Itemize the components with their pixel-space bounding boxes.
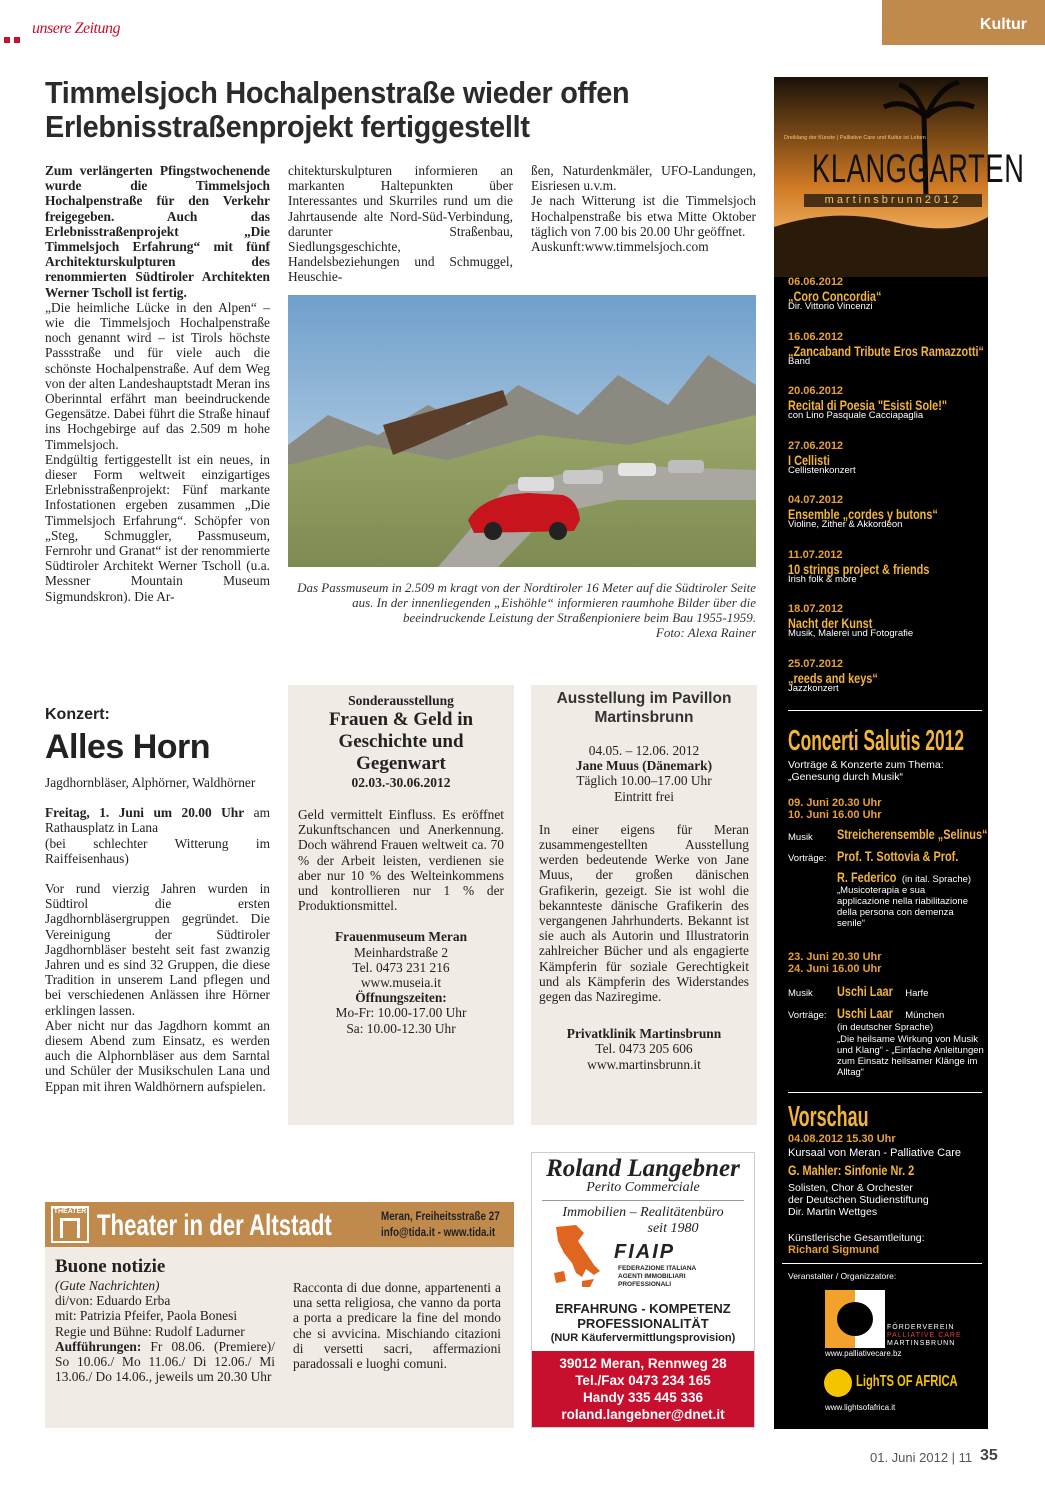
article-info-link[interactable]: Auskunft:www.timmelsjoch.com bbox=[531, 239, 709, 255]
box1-kicker: Sonderausstellung bbox=[348, 693, 454, 708]
theater-description: Racconta di due donne, appartenenti a una setta religiosa, che vanno da porta a porta a predicare la fine del mondo che si avvicina. Mischiando citazioni di versetti sacri, affermazioni paradossali e luoghi comuni. bbox=[293, 1280, 501, 1372]
box2-title: Ausstellung im Pavillon Martinsbrunn bbox=[556, 690, 732, 726]
page-number: 35 bbox=[980, 1447, 998, 1464]
lightsofafrica-sun-icon bbox=[824, 1369, 852, 1397]
pavillon-box bbox=[531, 685, 757, 1125]
theater-performances: Fr 08.06. (Premiere)/ So 10.06./ Mo 11.06./ Di 12.06./ Mi 13.06./ Do 14.06., jeweils um 20.30 Uhr bbox=[55, 1338, 275, 1385]
event-title: „Zancaband Tribute Eros Ramazzotti“ bbox=[788, 342, 984, 359]
palliativecare-logo bbox=[825, 1290, 885, 1348]
event-date: 04.07.2012 bbox=[788, 494, 844, 506]
salutis-vortrag-note: (in ital. Sprache) bbox=[899, 874, 972, 885]
event-item bbox=[788, 603, 983, 639]
event-item bbox=[788, 494, 983, 530]
konzert-label: Konzert: bbox=[45, 706, 110, 723]
article-column-2 bbox=[288, 163, 513, 285]
box2-hours: Täglich 10.00–17.00 Uhr bbox=[576, 773, 712, 789]
box1-venue: Frauenmuseum Meran bbox=[334, 929, 468, 945]
salutis-vortrag-title: „Die heilsame Wirkung von Musik und Klang“ - „Einfache Anleitungen zum Einsatz heilsamer Klänge im Alltag“ bbox=[837, 1034, 984, 1078]
vortraege-label: Vorträge: bbox=[788, 1010, 827, 1021]
event-subtitle: Jazzkonzert bbox=[788, 682, 839, 694]
fiaip-sub: FEDERAZIONE ITALIANA bbox=[618, 1265, 697, 1272]
article-paragraph: chitekturskulpturen informieren an markanten Haltepunkten über Interessantes und Skurriles rund um die Jahrtausende alte Nord-Süd-Verbindung, darunter Straßenbau, Siedlungsgeschichte, Handelsbeziehungen und Schmuggel, Heuschie- bbox=[288, 163, 513, 285]
headline-line-1: Timmelsjoch Hochalpenstraße wieder offen bbox=[45, 75, 630, 110]
vorschau-lead: Richard Sigmund bbox=[788, 1244, 880, 1256]
article-paragraph: Endgültig fertiggestellt ist ein neues, in dieser Form weltweit einzigartiges Erlebnisstraßenprojekt: Fünf markante Infostationen ergeben zusammen „Die Timmelsjoch Erfahrung“. Schöpfer von „Steg, Schmuggler, Passmuseum, Fernrohr und Granat“ ist der renommierte Südtiroler Architekt Werner Tscholl (u.a. Messner Mountain Museum Sigmundskron). Die Ar- bbox=[45, 451, 270, 604]
fiaip-sub: AGENTI IMMOBILIARI bbox=[618, 1273, 686, 1280]
event-date: 18.07.2012 bbox=[788, 603, 844, 615]
vorschau-performer: der Deutschen Studienstiftung bbox=[788, 1194, 929, 1206]
langebner-ad bbox=[531, 1152, 755, 1428]
ad-tel: Tel./Fax 0473 234 165 bbox=[575, 1373, 711, 1388]
salutis-vortrag-speaker: Uschi Laar bbox=[837, 1005, 893, 1021]
event-item bbox=[788, 549, 983, 585]
article-photo bbox=[288, 295, 756, 567]
box2-artist: Jane Muus (Dänemark) bbox=[575, 758, 713, 774]
salutis-vortrag-note: München bbox=[902, 1010, 945, 1021]
box1-hours: Sa: 10.00-12.30 Uhr bbox=[346, 1020, 456, 1036]
konzert-title: Alles Horn bbox=[45, 728, 211, 766]
salutis-vortrag-title: „Musicoterapia e sua applicazione nella riabilitazione della persona con demenza senile“ bbox=[837, 885, 968, 929]
article-column-1 bbox=[45, 163, 270, 604]
theater-cast: mit: Patrizia Pfeifer, Paola Bonesi bbox=[55, 1308, 238, 1324]
salutis-vortrag-lang: (in deutscher Sprache) bbox=[837, 1022, 934, 1033]
article-paragraph: ßen, Naturdenkmäler, UFO-Landungen, Eisriesen u.v.m. bbox=[531, 163, 756, 194]
footer-date: 01. Juni 2012 | 11 bbox=[870, 1450, 973, 1465]
theater-contact[interactable]: info@tida.it - www.tida.it bbox=[381, 1225, 496, 1239]
theater-logo-arch bbox=[60, 1218, 80, 1238]
fiaip-sub: PROFESSIONALI bbox=[618, 1281, 672, 1288]
ad-address: 39012 Meran, Rennweg 28 bbox=[559, 1356, 727, 1371]
theater-logo-text: THEATER bbox=[53, 1208, 87, 1215]
article-column-3 bbox=[531, 163, 756, 254]
salutis-musik-1: Streicherensemble „Selinus“ bbox=[837, 826, 988, 842]
salutis-vortrag-speaker: R. Federico bbox=[837, 869, 897, 885]
salutis-sub: Vorträge & Konzerte zum Thema: bbox=[788, 759, 944, 771]
event-title: „reeds and keys“ bbox=[788, 669, 878, 686]
musik-label: Musik bbox=[788, 832, 813, 843]
salutis-date: 10. Juni 16.00 Uhr bbox=[788, 809, 882, 821]
ad-name: Roland Langebner bbox=[546, 1155, 740, 1182]
salutis-vortrag-3 bbox=[837, 1005, 944, 1023]
box2-entry: Eintritt frei bbox=[614, 788, 674, 804]
theater-play-title: Buone notizie bbox=[55, 1256, 166, 1277]
box1-dates: 02.03.-30.06.2012 bbox=[351, 775, 451, 790]
article-paragraph: „Die heimliche Lücke in den Alpen“ – wie die Timmelsjoch Hochalpenstraße noch genannt wird – ist Tirols höchste Passstraße und für viele auch die schönste Hochalpenstraße. Auf dem Weg von der alten Landeshauptstadt Meran ins Oberinntal erfährt man beeindruckende Gegensätze. Dabei führt die Straße hinauf ins Hochgebirge auf das 2.509 m hohe Timmelsjoch. bbox=[45, 299, 270, 452]
salutis-date: 23. Juni 20.30 Uhr bbox=[788, 951, 882, 963]
konzert-paragraph: Vor rund vierzig Jahren wurden in Südtirol die ersten Jagdhornbläsergruppen gegründet. Die Vereinigung der Südtiroler Jagdhornbläser besteht seit fast zwanzig Jahren und es sind 32 Gruppen, die diese Tradition in unserem Land pflegen und bei verschiedenen Anlässen ihre Hörner erklingen lassen. bbox=[45, 881, 270, 1018]
konzert-place: am Rathausplatz in Lana bbox=[45, 805, 270, 836]
klanggarten-small-text: Dreiklang der Künste | Palliative Care und Kultur ist Leben bbox=[784, 135, 926, 141]
event-date: 16.06.2012 bbox=[788, 330, 844, 343]
theater-performances-label: Aufführungen: bbox=[55, 1338, 142, 1354]
palliativecare-text bbox=[887, 1324, 962, 1348]
section-tab: Kultur bbox=[882, 0, 1045, 45]
event-subtitle: Violine, Zither & Akkordeon bbox=[788, 519, 903, 530]
box2-venue: Privatklinik Martinsbrunn bbox=[566, 1026, 722, 1042]
event-date: 27.06.2012 bbox=[788, 439, 844, 452]
box1-tel: Tel. 0473 231 216 bbox=[352, 959, 450, 975]
photo-caption-text: Das Passmuseum in 2.509 m kragt von der Nordtiroler 16 Meter auf die Südtiroler Seite aus. In der innenliegenden „Eishöhle“ informieren raumhohe Bilder über die beeindruckende Leistung der Straßenpioniere beim Bau 1955-1959. bbox=[297, 580, 756, 625]
konzert-date: Freitag, 1. Juni um 20.00 Uhr bbox=[45, 805, 245, 821]
musik-label: Musik bbox=[788, 988, 813, 999]
theater-address: Meran, Freiheitsstraße 27 bbox=[381, 1209, 500, 1223]
klanggarten-sidebar bbox=[774, 77, 1025, 1429]
event-title: „Coro Concordia“ bbox=[788, 288, 882, 304]
ad-email[interactable]: roland.langebner@dnet.it bbox=[561, 1407, 725, 1422]
event-subtitle: con Lino Pasquale Cacciapaglia bbox=[788, 410, 924, 421]
org-line: MARTINSBRUNN bbox=[887, 1340, 956, 1347]
vorschau-date: 04.08.2012 15.30 Uhr bbox=[788, 1133, 896, 1145]
theater-play-info bbox=[55, 1256, 275, 1384]
vorschau-title: Vorschau bbox=[788, 1101, 869, 1133]
ad-claim-note: (NUR Käufervermittlungsprovision) bbox=[550, 1332, 736, 1344]
lightsofafrica-web[interactable]: www.lightsofafrica.it bbox=[825, 1403, 896, 1412]
article-lead: Zum verlängerten Pfingstwochenende wurde die Timmelsjoch Hochalpenstraße für den Verkehr freigegeben. Auch das Erlebnisstraßenprojekt „Die Timmelsjoch Erfahrung“ mit fünf Architekturskulpturen des renommierten Südtiroler Architekten Werner Tscholl ist fertig. bbox=[45, 163, 270, 300]
event-date: 25.07.2012 bbox=[788, 657, 844, 670]
event-item bbox=[788, 331, 983, 367]
event-title: I Cellisti bbox=[788, 451, 830, 468]
vortraege-label: Vorträge: bbox=[788, 853, 827, 864]
article-paragraph: Je nach Witterung ist die Timmelsjoch Hochalpenstraße bis etwa Mitte Oktober täglich von 7.00 bis 20.00 Uhr geöffnet. bbox=[531, 193, 756, 239]
salutis-musik-2 bbox=[837, 983, 928, 1001]
konzert-alternative: (bei schlechter Witterung im Raiffeisenhaus) bbox=[45, 835, 270, 866]
org-line: FÖRDERVEREIN bbox=[887, 1324, 955, 1331]
theater-director: Regie und Bühne: Rudolf Ladurner bbox=[55, 1323, 245, 1339]
salutis-date: 24. Juni 16.00 Uhr bbox=[788, 963, 882, 975]
organizer-label: Veranstalter / Organizzatore: bbox=[788, 1271, 897, 1281]
box1-hours: Mo-Fr: 10.00-17.00 Uhr bbox=[335, 1005, 467, 1021]
konzert-intro: Jagdhornbläser, Alphörner, Waldhörner bbox=[45, 775, 256, 790]
event-title: Recital di Poesia "Esisti Sole!" bbox=[788, 397, 948, 413]
event-date: 20.06.2012 bbox=[788, 385, 844, 397]
theater-box bbox=[45, 1202, 514, 1428]
event-title: Ensemble „cordes y butons“ bbox=[788, 506, 938, 522]
vorschau-performers bbox=[788, 1182, 929, 1218]
event-subtitle: Musik, Malerei und Fotografie bbox=[788, 628, 914, 639]
event-item bbox=[788, 658, 983, 694]
salutis-musik-note: Harfe bbox=[902, 988, 929, 999]
vorschau-lead-label: Künstlerische Gesamtleitung: bbox=[788, 1232, 925, 1244]
konzert-paragraph: Aber nicht nur das Jagdhorn kommt an diesem Abend zum Einsatz, es werden auch die Alphornbläser aus dem Sarntal und Schüler der Musikschulen Lana und Eppan mit ihren Waldhörnern aufspielen. bbox=[45, 1017, 270, 1094]
event-title: Nacht der Kunst bbox=[788, 615, 873, 631]
ad-line1: Immobilien – Realitätenbüro bbox=[562, 1205, 724, 1220]
box1-address: Meinhardstraße 2 bbox=[353, 944, 449, 960]
headline-line-2: Erlebnisstraßenprojekt fertiggestellt bbox=[45, 109, 530, 144]
event-date: 11.07.2012 bbox=[788, 548, 843, 561]
box2-dates: 04.05. – 12.06. 2012 bbox=[588, 743, 700, 758]
klanggarten-title: KLANGGARTEN bbox=[812, 147, 1025, 191]
event-item bbox=[788, 385, 983, 421]
klanggarten-subtitle: martinsbrunn2012 bbox=[804, 194, 982, 207]
magazine-name: unsere Zeitung bbox=[32, 20, 120, 37]
box2-tel: Tel. 0473 205 606 bbox=[595, 1041, 693, 1057]
frauenmuseum-box bbox=[288, 685, 514, 1125]
header-dots bbox=[4, 30, 26, 36]
salutis-dates-2 bbox=[788, 951, 882, 975]
ad-claims bbox=[532, 1301, 754, 1346]
salutis-dates-1 bbox=[788, 797, 882, 821]
event-subtitle: Band bbox=[788, 355, 811, 367]
ad-claim: PROFESSIONALITÄT bbox=[577, 1316, 709, 1331]
vorschau-performer: Solisten, Chor & Orchester bbox=[788, 1182, 913, 1194]
event-title: 10 strings project & friends bbox=[788, 560, 930, 577]
theater-play-subtitle: (Gute Nachrichten) bbox=[55, 1278, 160, 1293]
event-subtitle: Irish folk & more bbox=[788, 573, 857, 585]
event-subtitle: Cellistenkonzert bbox=[788, 464, 856, 476]
fiaip-text bbox=[618, 1265, 696, 1289]
italy-map-icon bbox=[546, 1223, 602, 1289]
ad-line2: seit 1980 bbox=[647, 1221, 699, 1236]
vorschau-performer: Dir. Martin Wettges bbox=[788, 1206, 878, 1218]
article-headline bbox=[45, 76, 765, 144]
event-item bbox=[788, 276, 983, 312]
vorschau-work: G. Mahler: Sinfonie Nr. 2 bbox=[788, 1162, 915, 1178]
salutis-sub: „Genesung durch Musik“ bbox=[788, 771, 903, 783]
box1-title: Frauen & Geld in Geschichte und Gegenwart bbox=[328, 709, 474, 774]
theater-name: Theater in der Altstadt bbox=[97, 1209, 332, 1242]
salutis-musik-artist: Uschi Laar bbox=[837, 983, 893, 999]
konzert-body bbox=[45, 775, 270, 1094]
photo-credit: Foto: Alexa Rainer bbox=[655, 625, 756, 640]
box1-body: Geld vermittelt Einfluss. Es eröffnet Zukunftschancen und Anerkennung. Doch während Frauen weltweit ca. 70 % der Arbeit leisten, verdienen sie aber nur 10 % des Welteinkommens und kontrollieren nur 1 % der Produktionsmittel. bbox=[298, 807, 504, 914]
palliativecare-web[interactable]: www.palliativecare.bz bbox=[825, 1349, 902, 1358]
box2-body: In einer eigens für Meran zusammengestellten Ausstellung werden bedeutende Werke von Jane Muus, der großen dänischen Grafikerin, gezeigt. Sie ist wohl die bekannteste dänische Grafikerin des vergangenen Jahrhunderts. Bekannt ist sie auch als Autorin und Illustratorin zahlreicher Bücher und als engagierte Kämpferin für soziale Gerechtigkeit und als Kämpferin des Widerstandes gegen das Naziregime. bbox=[539, 821, 749, 1005]
ad-contact-panel bbox=[532, 1351, 754, 1427]
passmuseum-photo bbox=[288, 295, 756, 567]
ad-claim: ERFAHRUNG - KOMPETENZ bbox=[555, 1301, 731, 1316]
event-subtitle: Dir. Vittorio Vincenzi bbox=[788, 301, 873, 312]
theater-author: di/von: Eduardo Erba bbox=[55, 1293, 171, 1309]
salutis-vortrag-1: Prof. T. Sottovia & Prof. bbox=[837, 848, 959, 864]
org-line: PALLIATIVE CARE bbox=[887, 1332, 962, 1339]
fiaip-logo: FIAIP bbox=[614, 1241, 676, 1263]
salutis-date: 09. Juni 20.30 Uhr bbox=[788, 797, 882, 809]
box2-web[interactable]: www.martinsbrunn.it bbox=[587, 1056, 701, 1072]
photo-caption bbox=[288, 580, 756, 640]
event-item bbox=[788, 440, 983, 476]
box1-hours-label: Öffnungszeiten: bbox=[355, 990, 447, 1006]
theater-header bbox=[45, 1202, 514, 1247]
box1-web[interactable]: www.museia.it bbox=[360, 975, 442, 991]
ad-role: Perito Commerciale bbox=[586, 1180, 700, 1195]
salutis-title: Concerti Salutis 2012 bbox=[788, 725, 965, 757]
lightsofafrica-logo: LighTS OF AFRICA bbox=[856, 1373, 958, 1390]
theater-logo bbox=[51, 1206, 89, 1243]
vorschau-place: Kursaal von Meran - Palliative Care bbox=[788, 1147, 962, 1159]
event-date: 06.06.2012 bbox=[788, 276, 844, 288]
salutis-subtitle bbox=[788, 759, 944, 783]
ad-handy: Handy 335 445 336 bbox=[582, 1390, 704, 1405]
